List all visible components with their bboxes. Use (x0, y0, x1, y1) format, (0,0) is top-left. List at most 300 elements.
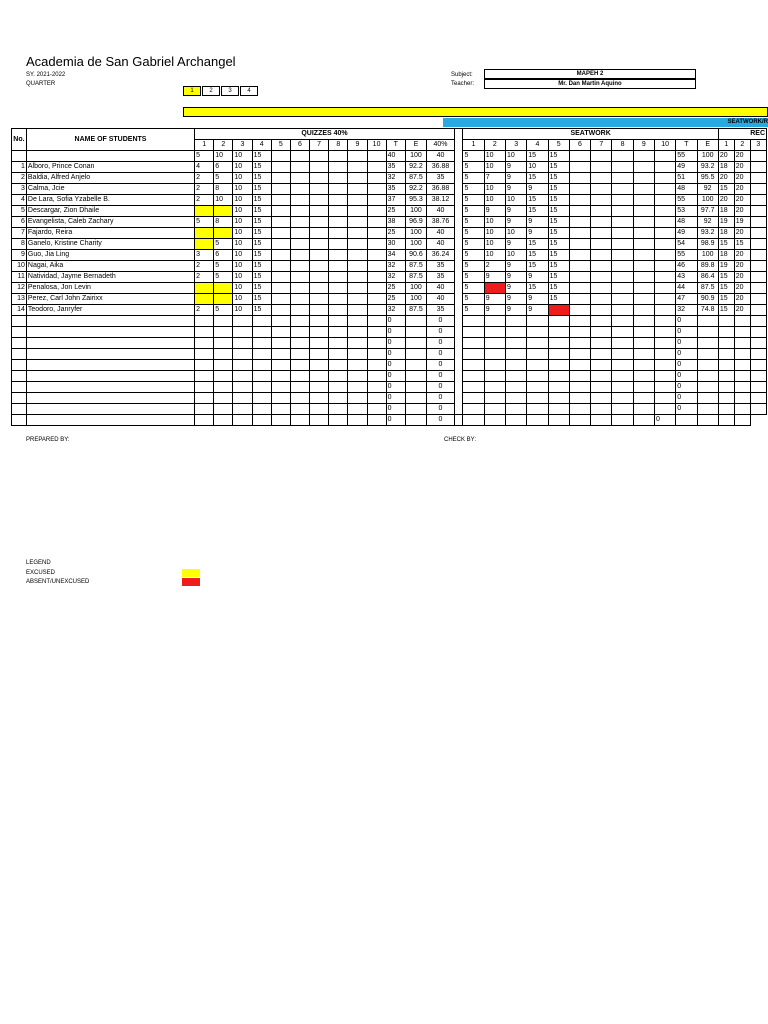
student-name[interactable] (26, 393, 194, 404)
seatwork-score-cell[interactable]: 9 (527, 272, 548, 283)
seatwork-score-cell[interactable] (654, 239, 675, 250)
quiz-score-cell[interactable]: 10 (233, 294, 252, 305)
rec-score-cell[interactable] (734, 349, 750, 360)
seatwork-score-cell[interactable]: 15 (527, 173, 548, 184)
quiz-score-cell[interactable] (290, 206, 309, 217)
quiz-score-cell[interactable] (271, 151, 290, 162)
seatwork-score-cell[interactable]: 15 (527, 151, 548, 162)
seatwork-score-cell[interactable] (591, 283, 612, 294)
rec-score-cell[interactable]: 20 (734, 272, 750, 283)
quiz-score-cell[interactable] (290, 338, 309, 349)
quiz-score-cell[interactable] (367, 305, 386, 316)
quiz-score-cell[interactable] (310, 206, 329, 217)
rec-score-cell[interactable] (734, 316, 750, 327)
seatwork-score-cell[interactable] (654, 349, 675, 360)
seatwork-score-cell[interactable]: 9 (527, 294, 548, 305)
rec-score-cell[interactable] (750, 162, 766, 173)
quiz-score-cell[interactable] (195, 338, 214, 349)
quiz-score-cell[interactable] (329, 327, 348, 338)
seatwork-score-cell[interactable] (591, 415, 612, 426)
quiz-score-cell[interactable] (329, 349, 348, 360)
quiz-score-cell[interactable] (310, 404, 329, 415)
seatwork-score-cell[interactable] (654, 283, 675, 294)
seatwork-score-cell[interactable] (633, 162, 654, 173)
quiz-score-cell[interactable]: 15 (252, 162, 271, 173)
seatwork-score-cell[interactable] (506, 316, 527, 327)
quiz-score-cell[interactable] (271, 283, 290, 294)
seatwork-score-cell[interactable] (633, 195, 654, 206)
quiz-score-cell[interactable] (271, 250, 290, 261)
quiz-score-cell[interactable]: 15 (252, 184, 271, 195)
seatwork-score-cell[interactable] (654, 195, 675, 206)
seatwork-score-cell[interactable] (454, 415, 463, 426)
quiz-score-cell[interactable] (195, 228, 214, 239)
quiz-score-cell[interactable]: 10 (233, 195, 252, 206)
seatwork-score-cell[interactable] (548, 316, 569, 327)
seatwork-score-cell[interactable] (591, 327, 612, 338)
seatwork-score-cell[interactable]: 10 (484, 151, 505, 162)
seatwork-score-cell[interactable] (633, 239, 654, 250)
quiz-score-cell[interactable] (310, 393, 329, 404)
seatwork-score-cell[interactable] (591, 349, 612, 360)
quiz-score-cell[interactable] (195, 239, 214, 250)
quiz-score-cell[interactable]: 10 (214, 151, 233, 162)
seatwork-score-cell[interactable]: 10 (484, 228, 505, 239)
seatwork-score-cell[interactable] (633, 404, 654, 415)
seatwork-score-cell[interactable] (612, 239, 633, 250)
quiz-score-cell[interactable] (310, 294, 329, 305)
seatwork-score-cell[interactable] (591, 316, 612, 327)
seatwork-score-cell[interactable]: 15 (548, 261, 569, 272)
rec-score-cell[interactable] (734, 393, 750, 404)
seatwork-score-cell[interactable]: 9 (527, 217, 548, 228)
quiz-score-cell[interactable]: 2 (195, 305, 214, 316)
student-name[interactable]: Alboro, Prince Conan (26, 162, 194, 173)
seatwork-score-cell[interactable] (612, 327, 633, 338)
seatwork-score-cell[interactable] (484, 371, 505, 382)
seatwork-score-cell[interactable] (484, 393, 505, 404)
rec-score-cell[interactable]: 15 (734, 239, 750, 250)
seatwork-score-cell[interactable] (633, 261, 654, 272)
seatwork-score-cell[interactable] (484, 349, 505, 360)
seatwork-score-cell[interactable]: 9 (506, 217, 527, 228)
quiz-score-cell[interactable] (329, 360, 348, 371)
student-name[interactable] (26, 338, 194, 349)
seatwork-score-cell[interactable] (633, 184, 654, 195)
seatwork-score-cell[interactable] (591, 382, 612, 393)
rec-score-cell[interactable] (750, 195, 766, 206)
rec-score-cell[interactable]: 15 (718, 294, 734, 305)
quiz-score-cell[interactable]: 15 (252, 294, 271, 305)
rec-score-cell[interactable] (718, 360, 734, 371)
quiz-score-cell[interactable] (271, 360, 290, 371)
rec-score-cell[interactable] (750, 250, 766, 261)
seatwork-score-cell[interactable] (654, 404, 675, 415)
quiz-score-cell[interactable]: 15 (252, 228, 271, 239)
quiz-score-cell[interactable] (329, 151, 348, 162)
rec-score-cell[interactable] (750, 239, 766, 250)
seatwork-score-cell[interactable] (612, 338, 633, 349)
rec-score-cell[interactable] (750, 305, 766, 316)
rec-score-cell[interactable]: 18 (718, 250, 734, 261)
quiz-score-cell[interactable]: 10 (233, 250, 252, 261)
student-name[interactable] (26, 415, 194, 426)
seatwork-score-cell[interactable]: 9 (484, 272, 505, 283)
quiz-score-cell[interactable] (367, 151, 386, 162)
seatwork-score-cell[interactable] (569, 371, 590, 382)
rec-score-cell[interactable]: 18 (718, 228, 734, 239)
seatwork-score-cell[interactable] (612, 250, 633, 261)
quiz-score-cell[interactable] (271, 173, 290, 184)
quiz-score-cell[interactable] (329, 382, 348, 393)
seatwork-score-cell[interactable] (484, 382, 505, 393)
rec-score-cell[interactable] (750, 173, 766, 184)
quiz-score-cell[interactable] (195, 327, 214, 338)
seatwork-score-cell[interactable] (569, 151, 590, 162)
quiz-score-cell[interactable] (367, 173, 386, 184)
quiz-score-cell[interactable] (271, 239, 290, 250)
seatwork-score-cell[interactable] (527, 316, 548, 327)
seatwork-score-cell[interactable] (654, 360, 675, 371)
rec-score-cell[interactable] (718, 371, 734, 382)
student-name[interactable]: Calma, Jcie (26, 184, 194, 195)
rec-score-cell[interactable] (750, 294, 766, 305)
quiz-score-cell[interactable] (271, 382, 290, 393)
seatwork-score-cell[interactable]: 10 (506, 228, 527, 239)
seatwork-score-cell[interactable] (612, 371, 633, 382)
quiz-score-cell[interactable]: 2 (195, 184, 214, 195)
student-name[interactable]: Penalosa, Jon Levin (26, 283, 194, 294)
quiz-score-cell[interactable]: 2 (195, 173, 214, 184)
quiz-score-cell[interactable] (271, 206, 290, 217)
seatwork-score-cell[interactable] (506, 360, 527, 371)
quiz-score-cell[interactable] (195, 393, 214, 404)
rec-score-cell[interactable] (750, 316, 766, 327)
quiz-score-cell[interactable] (233, 371, 252, 382)
quiz-score-cell[interactable] (233, 382, 252, 393)
quiz-score-cell[interactable] (367, 239, 386, 250)
seatwork-score-cell[interactable] (484, 283, 505, 294)
quiz-score-cell[interactable] (348, 360, 367, 371)
seatwork-score-cell[interactable] (612, 305, 633, 316)
quiz-score-cell[interactable] (252, 349, 271, 360)
quiz-score-cell[interactable] (348, 404, 367, 415)
seatwork-score-cell[interactable]: 15 (527, 239, 548, 250)
seatwork-score-cell[interactable] (548, 382, 569, 393)
quiz-score-cell[interactable] (329, 283, 348, 294)
quiz-score-cell[interactable] (290, 415, 309, 426)
seatwork-score-cell[interactable] (484, 338, 505, 349)
seatwork-score-cell[interactable] (633, 415, 654, 426)
seatwork-score-cell[interactable] (484, 415, 505, 426)
seatwork-score-cell[interactable] (569, 415, 590, 426)
quiz-score-cell[interactable]: 3 (195, 250, 214, 261)
seatwork-score-cell[interactable]: 15 (548, 184, 569, 195)
seatwork-score-cell[interactable] (633, 151, 654, 162)
student-name[interactable]: Nagai, Aika (26, 261, 194, 272)
rec-score-cell[interactable]: 20 (734, 250, 750, 261)
seatwork-score-cell[interactable] (527, 415, 548, 426)
quiz-score-cell[interactable] (329, 261, 348, 272)
rec-score-cell[interactable] (750, 327, 766, 338)
quiz-score-cell[interactable] (290, 305, 309, 316)
quiz-score-cell[interactable]: 10 (233, 228, 252, 239)
teacher-field[interactable]: Mr. Dan Martin Aquino (484, 79, 696, 89)
seatwork-score-cell[interactable] (633, 272, 654, 283)
seatwork-score-cell[interactable] (569, 338, 590, 349)
seatwork-score-cell[interactable] (591, 371, 612, 382)
rec-score-cell[interactable] (718, 316, 734, 327)
quiz-score-cell[interactable] (348, 239, 367, 250)
quiz-score-cell[interactable]: 5 (214, 305, 233, 316)
rec-score-cell[interactable] (750, 371, 766, 382)
rec-score-cell[interactable] (718, 327, 734, 338)
seatwork-score-cell[interactable] (612, 184, 633, 195)
rec-score-cell[interactable] (734, 415, 750, 426)
quiz-score-cell[interactable] (271, 195, 290, 206)
quiz-score-cell[interactable]: 2 (195, 272, 214, 283)
quiz-score-cell[interactable]: 8 (214, 217, 233, 228)
seatwork-score-cell[interactable] (654, 327, 675, 338)
quiz-score-cell[interactable] (310, 250, 329, 261)
seatwork-score-cell[interactable]: 5 (463, 195, 484, 206)
quiz-score-cell[interactable] (271, 415, 290, 426)
seatwork-score-cell[interactable] (633, 316, 654, 327)
seatwork-score-cell[interactable]: 5 (463, 228, 484, 239)
quiz-score-cell[interactable] (290, 250, 309, 261)
seatwork-score-cell[interactable]: 5 (463, 294, 484, 305)
quiz-score-cell[interactable]: 15 (252, 239, 271, 250)
seatwork-score-cell[interactable]: 10 (506, 151, 527, 162)
quiz-score-cell[interactable] (348, 349, 367, 360)
rec-score-cell[interactable]: 15 (718, 305, 734, 316)
seatwork-score-cell[interactable]: 9 (484, 305, 505, 316)
rec-score-cell[interactable]: 20 (734, 195, 750, 206)
seatwork-score-cell[interactable] (654, 272, 675, 283)
quiz-score-cell[interactable] (214, 349, 233, 360)
rec-score-cell[interactable] (750, 349, 766, 360)
seatwork-score-cell[interactable]: 5 (463, 173, 484, 184)
rec-score-cell[interactable]: 20 (718, 173, 734, 184)
quiz-score-cell[interactable] (310, 305, 329, 316)
rec-score-cell[interactable]: 18 (718, 162, 734, 173)
student-name[interactable] (26, 360, 194, 371)
rec-score-cell[interactable] (750, 272, 766, 283)
quarter-box-2[interactable]: 2 (202, 86, 220, 96)
student-name[interactable]: Perez, Carl John Zairixx (26, 294, 194, 305)
rec-score-cell[interactable]: 20 (734, 162, 750, 173)
seatwork-score-cell[interactable]: 10 (484, 184, 505, 195)
seatwork-score-cell[interactable] (654, 184, 675, 195)
seatwork-score-cell[interactable]: 15 (548, 294, 569, 305)
quarter-box-3[interactable]: 3 (221, 86, 239, 96)
quiz-score-cell[interactable] (310, 239, 329, 250)
quiz-score-cell[interactable] (290, 283, 309, 294)
quiz-score-cell[interactable] (214, 206, 233, 217)
seatwork-score-cell[interactable] (569, 327, 590, 338)
quiz-score-cell[interactable] (329, 415, 348, 426)
seatwork-score-cell[interactable]: 9 (506, 184, 527, 195)
quiz-score-cell[interactable] (271, 162, 290, 173)
rec-score-cell[interactable] (750, 393, 766, 404)
rec-score-cell[interactable] (718, 393, 734, 404)
quiz-score-cell[interactable] (195, 360, 214, 371)
rec-score-cell[interactable] (734, 404, 750, 415)
seatwork-score-cell[interactable] (463, 404, 484, 415)
seatwork-score-cell[interactable]: 15 (527, 206, 548, 217)
seatwork-score-cell[interactable] (569, 184, 590, 195)
quiz-score-cell[interactable] (214, 393, 233, 404)
quiz-score-cell[interactable]: 5 (214, 272, 233, 283)
quiz-score-cell[interactable] (367, 228, 386, 239)
seatwork-score-cell[interactable] (569, 195, 590, 206)
student-name[interactable]: Evangelista, Caleb Zachary (26, 217, 194, 228)
seatwork-score-cell[interactable] (591, 338, 612, 349)
rec-score-cell[interactable]: 20 (734, 206, 750, 217)
quiz-score-cell[interactable] (348, 294, 367, 305)
quiz-score-cell[interactable] (290, 349, 309, 360)
rec-score-cell[interactable] (750, 206, 766, 217)
seatwork-score-cell[interactable] (569, 382, 590, 393)
quiz-score-cell[interactable] (271, 184, 290, 195)
quiz-score-cell[interactable] (310, 415, 329, 426)
quiz-score-cell[interactable] (252, 404, 271, 415)
seatwork-score-cell[interactable] (506, 327, 527, 338)
quiz-score-cell[interactable] (329, 239, 348, 250)
seatwork-score-cell[interactable] (569, 393, 590, 404)
seatwork-score-cell[interactable] (612, 349, 633, 360)
quiz-score-cell[interactable] (290, 261, 309, 272)
seatwork-score-cell[interactable] (569, 360, 590, 371)
quiz-score-cell[interactable] (271, 228, 290, 239)
quiz-score-cell[interactable] (214, 327, 233, 338)
quiz-score-cell[interactable]: 15 (252, 217, 271, 228)
seatwork-score-cell[interactable] (612, 415, 633, 426)
quiz-score-cell[interactable]: 15 (252, 261, 271, 272)
quiz-score-cell[interactable]: 2 (195, 261, 214, 272)
seatwork-score-cell[interactable] (591, 228, 612, 239)
quiz-score-cell[interactable] (195, 404, 214, 415)
seatwork-score-cell[interactable]: 10 (484, 195, 505, 206)
seatwork-score-cell[interactable]: 15 (548, 162, 569, 173)
quiz-score-cell[interactable] (310, 283, 329, 294)
seatwork-score-cell[interactable] (463, 338, 484, 349)
quiz-score-cell[interactable]: 10 (233, 206, 252, 217)
rec-score-cell[interactable] (750, 261, 766, 272)
quiz-score-cell[interactable] (310, 382, 329, 393)
rec-score-cell[interactable]: 20 (734, 228, 750, 239)
quiz-score-cell[interactable] (290, 393, 309, 404)
seatwork-score-cell[interactable] (633, 206, 654, 217)
quiz-score-cell[interactable]: 15 (252, 305, 271, 316)
quiz-score-cell[interactable] (214, 404, 233, 415)
seatwork-score-cell[interactable] (569, 404, 590, 415)
quiz-score-cell[interactable] (252, 382, 271, 393)
quiz-score-cell[interactable]: 4 (195, 162, 214, 173)
quiz-score-cell[interactable] (252, 415, 271, 426)
quiz-score-cell[interactable] (271, 272, 290, 283)
quiz-score-cell[interactable]: 8 (214, 184, 233, 195)
quiz-score-cell[interactable] (367, 195, 386, 206)
quiz-score-cell[interactable] (329, 184, 348, 195)
quiz-score-cell[interactable] (367, 404, 386, 415)
quiz-score-cell[interactable] (271, 261, 290, 272)
quiz-score-cell[interactable] (348, 228, 367, 239)
quiz-score-cell[interactable] (195, 294, 214, 305)
rec-score-cell[interactable] (750, 283, 766, 294)
seatwork-score-cell[interactable]: 15 (548, 151, 569, 162)
seatwork-score-cell[interactable] (506, 338, 527, 349)
quiz-score-cell[interactable] (310, 151, 329, 162)
rec-score-cell[interactable]: 20 (734, 184, 750, 195)
seatwork-score-cell[interactable] (463, 393, 484, 404)
quiz-score-cell[interactable] (367, 415, 386, 426)
seatwork-score-cell[interactable]: 10 (484, 239, 505, 250)
seatwork-score-cell[interactable]: 9 (506, 162, 527, 173)
quiz-score-cell[interactable]: 15 (252, 272, 271, 283)
seatwork-score-cell[interactable]: 10 (484, 162, 505, 173)
quiz-score-cell[interactable] (367, 272, 386, 283)
quiz-score-cell[interactable] (367, 360, 386, 371)
quiz-score-cell[interactable] (290, 217, 309, 228)
student-name[interactable]: Ganelo, Kristine Charity (26, 239, 194, 250)
quiz-score-cell[interactable]: 15 (252, 195, 271, 206)
rec-score-cell[interactable] (697, 415, 718, 426)
seatwork-score-cell[interactable] (527, 404, 548, 415)
quiz-score-cell[interactable] (233, 327, 252, 338)
student-name[interactable] (26, 316, 194, 327)
quiz-score-cell[interactable] (348, 195, 367, 206)
seatwork-score-cell[interactable] (591, 184, 612, 195)
seatwork-score-cell[interactable] (633, 294, 654, 305)
quiz-score-cell[interactable] (348, 162, 367, 173)
seatwork-score-cell[interactable] (612, 360, 633, 371)
rec-score-cell[interactable] (734, 371, 750, 382)
seatwork-score-cell[interactable] (569, 162, 590, 173)
rec-score-cell[interactable] (718, 338, 734, 349)
quiz-score-cell[interactable] (310, 327, 329, 338)
rec-score-cell[interactable]: 20 (734, 294, 750, 305)
rec-score-cell[interactable] (734, 360, 750, 371)
seatwork-score-cell[interactable] (612, 283, 633, 294)
seatwork-score-cell[interactable] (591, 173, 612, 184)
quiz-score-cell[interactable] (367, 283, 386, 294)
quiz-score-cell[interactable] (290, 382, 309, 393)
quiz-score-cell[interactable] (329, 228, 348, 239)
seatwork-score-cell[interactable] (654, 294, 675, 305)
seatwork-score-cell[interactable] (633, 393, 654, 404)
rec-score-cell[interactable]: 20 (718, 151, 734, 162)
seatwork-score-cell[interactable]: 10 (527, 162, 548, 173)
seatwork-score-cell[interactable] (484, 404, 505, 415)
student-name[interactable]: Descargar, Zion Dhaile (26, 206, 194, 217)
seatwork-score-cell[interactable]: 15 (548, 217, 569, 228)
quiz-score-cell[interactable] (271, 393, 290, 404)
seatwork-score-cell[interactable] (591, 162, 612, 173)
quiz-score-cell[interactable] (214, 294, 233, 305)
seatwork-score-cell[interactable] (591, 404, 612, 415)
seatwork-score-cell[interactable] (591, 151, 612, 162)
quiz-score-cell[interactable] (310, 184, 329, 195)
rec-score-cell[interactable] (718, 404, 734, 415)
seatwork-score-cell[interactable] (569, 217, 590, 228)
quiz-score-cell[interactable]: 10 (233, 217, 252, 228)
rec-score-cell[interactable] (734, 382, 750, 393)
seatwork-score-cell[interactable]: 9 (484, 294, 505, 305)
seatwork-score-cell[interactable] (654, 382, 675, 393)
seatwork-score-cell[interactable] (506, 415, 527, 426)
seatwork-score-cell[interactable] (463, 327, 484, 338)
